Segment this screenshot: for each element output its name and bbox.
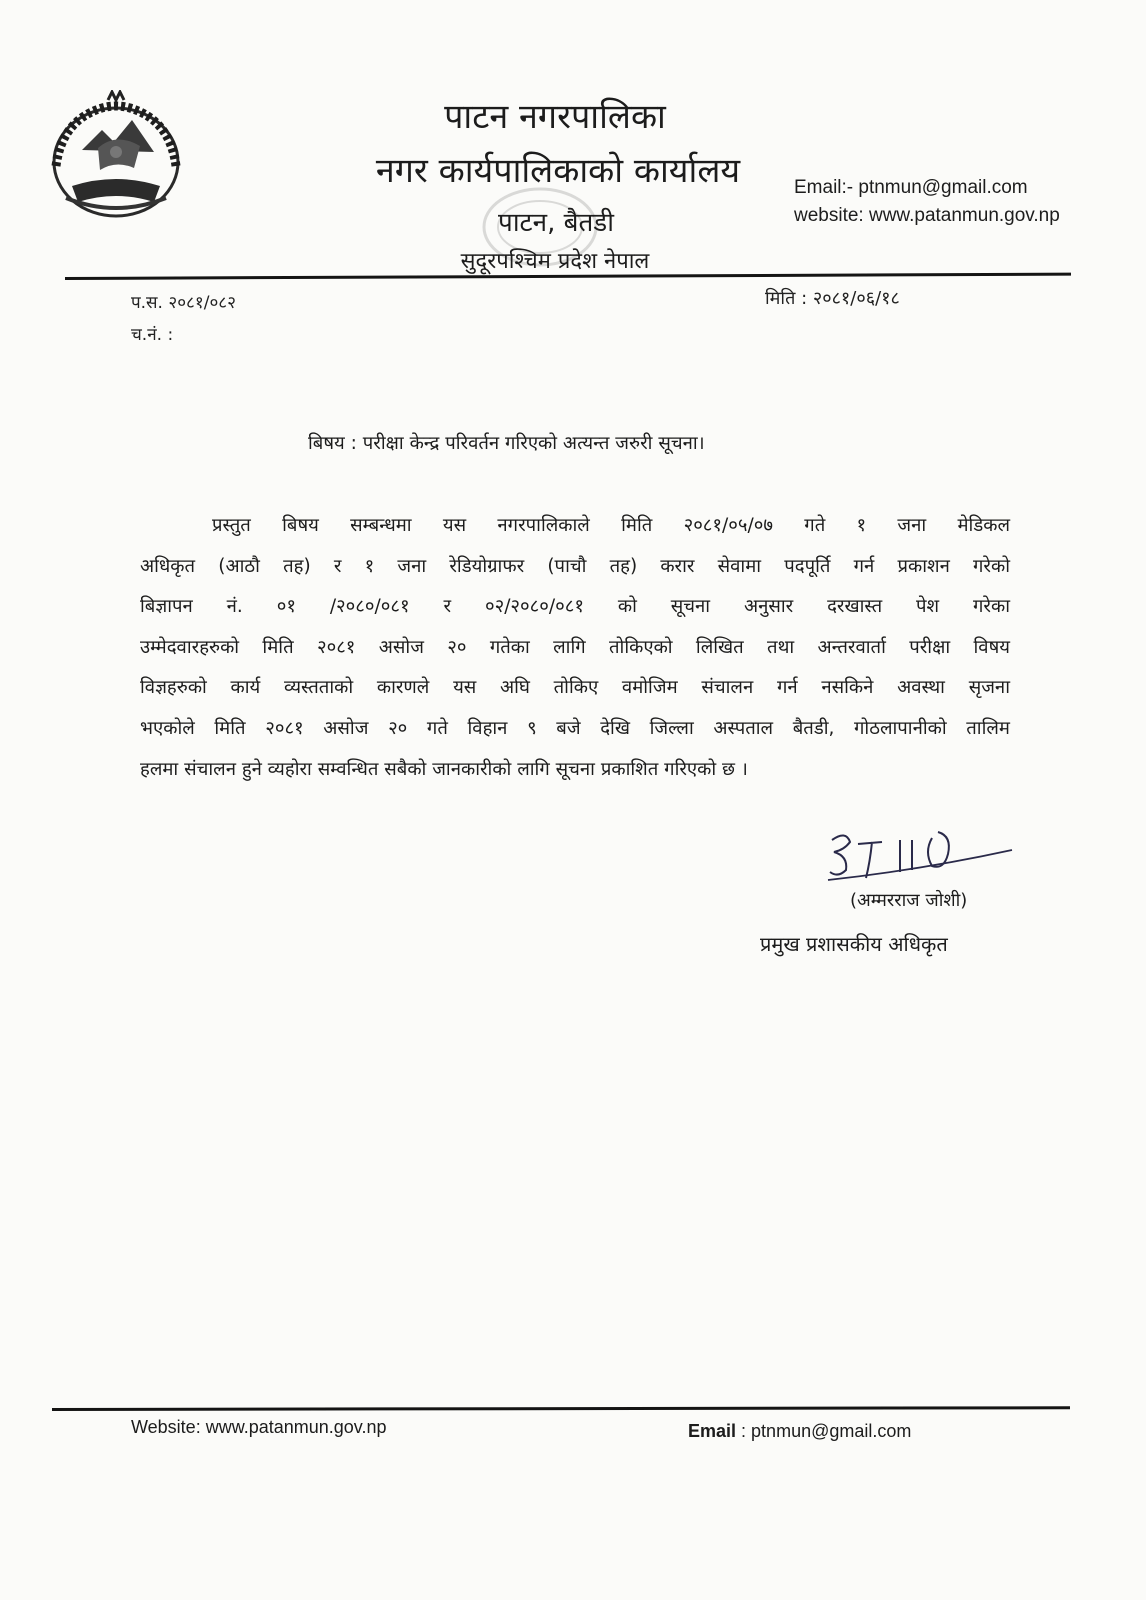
footer-divider xyxy=(52,1406,1070,1411)
municipality-name: पाटन नगरपालिका xyxy=(444,97,666,137)
notice-subject: बिषय : परीक्षा केन्द्र परिवर्तन गरिएको अत्यन्त जरुरी सूचना। xyxy=(308,433,705,454)
office-location: पाटन, बैतडी xyxy=(498,208,614,238)
office-name: नगर कार्यपालिकाको कार्यालय xyxy=(375,151,741,191)
body-line: विज्ञहरुको कार्य व्यस्तताको कारणले यस अघि तोकिए वमोजिम संचालन गर्न नसकिने अवस्था सृजना xyxy=(140,677,1010,699)
footer-email-value: : ptnmun@gmail.com xyxy=(741,1421,912,1441)
signatory-title: प्रमुख प्रशासकीय अधिकृत xyxy=(760,932,948,956)
signatory-name: (अम्मरराज जोशी) xyxy=(850,890,968,911)
footer-website: Website: www.patanmun.gov.np xyxy=(131,1417,387,1437)
body-line: अधिकृत (आठौ तह) र १ जना रेडियोग्राफर (पाचौ तह) करार सेवामा पदपूर्ति गर्न प्रकाशन गरेको xyxy=(140,555,1010,577)
body-line: बिज्ञापन नं. ०१ /२०८०/०८१ र ०२/२०८०/०८१ को सूचना अनुसार दरखास्त पेश गरेका xyxy=(140,596,1010,618)
dispatch-number: च.नं. : xyxy=(131,325,174,345)
body-line: हलमा संचालन हुने व्यहोरा सम्वन्धित सबैको जानकारीको लागि सूचना प्रकाशित गरिएको छ । xyxy=(140,758,748,780)
footer-email-label: Email xyxy=(688,1421,737,1441)
body-line: प्रस्तुत बिषय सम्बन्धमा यस नगरपालिकाले मिति २०८१/०५/०७ गते १ जना मेडिकल xyxy=(212,515,1010,536)
footer-email xyxy=(688,1421,911,1442)
letter-date: मिति : २०८१/०६/१८ xyxy=(765,288,900,309)
header-website: website: www.patanmun.gov.np xyxy=(794,205,1060,226)
letter-number: प.स. २०८१/०८२ xyxy=(131,293,236,313)
header-email: Email:- ptnmun@gmail.com xyxy=(794,177,1028,198)
notice-body xyxy=(140,506,1010,790)
body-line: भएकोले मिति २०८१ असोज २० गते विहान ९ बजे देखि जिल्ला अस्पताल बैतडी, गोठलापानीको तालिम xyxy=(140,717,1010,739)
handwritten-signature xyxy=(820,822,1020,892)
nepal-emblem-icon xyxy=(42,90,190,228)
body-line: उम्मेदवारहरुको मिति २०८१ असोज २० गतेका लागि तोकिएको लिखित तथा अन्तरवार्ता परीक्षा विषय xyxy=(140,636,1010,658)
province-country: सुदूरपश्चिम प्रदेश नेपाल xyxy=(460,249,650,274)
